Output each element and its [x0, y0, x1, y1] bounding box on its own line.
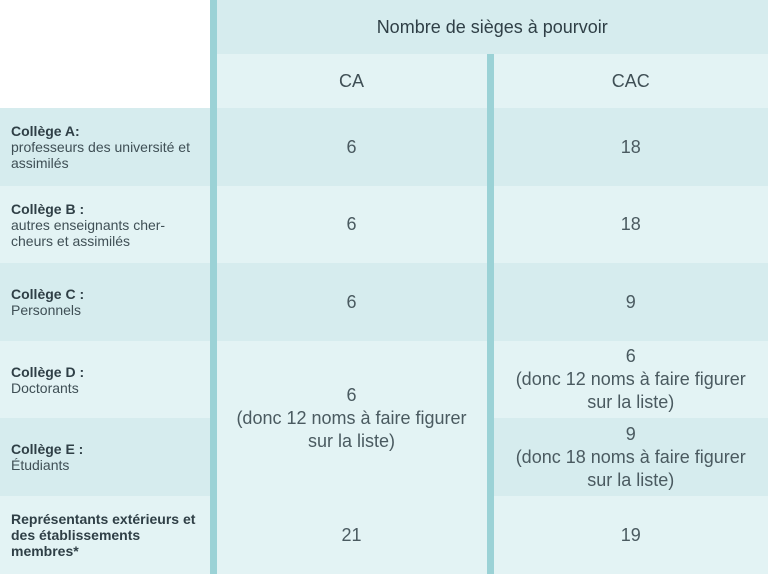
row-title: Collège D : [11, 363, 85, 380]
row-subtitle: autres enseignants cher-cheurs et assimilés [11, 216, 166, 249]
cac-value: 18 [490, 108, 768, 186]
row-subtitle: professeurs des université et assimilés [11, 139, 190, 171]
header-cac: CAC [490, 54, 768, 108]
cac-value [490, 341, 768, 418]
table-row [0, 263, 768, 341]
row-subtitle: Doctorants [11, 379, 79, 396]
cac-count: 9 [625, 423, 636, 444]
cac-note: (donc 12 noms à faire figurer sur la liste) [515, 369, 746, 412]
row-subtitle: Personnels [11, 302, 82, 318]
row-label [0, 496, 213, 574]
cac-value: 19 [490, 496, 768, 574]
cac-note: (donc 18 noms à faire figurer sur la liste) [515, 446, 746, 490]
cac-value: 9 [490, 263, 768, 341]
row-label [0, 186, 213, 263]
ca-merged-count: 6 [346, 385, 357, 405]
header-ca: CA [213, 54, 490, 108]
cac-value: 18 [490, 186, 768, 263]
ca-value: 6 [213, 108, 490, 186]
ca-merged-note: (donc 12 noms à faire figurer sur la liste) [236, 408, 467, 451]
ca-value: 6 [213, 263, 490, 341]
row-title: Collège A: [11, 123, 80, 139]
table-row [0, 186, 768, 263]
header-blank-cell [0, 0, 213, 108]
row-label [0, 108, 213, 186]
row-label [0, 341, 213, 418]
row-subtitle: Étudiants [11, 457, 70, 473]
row-title: Collège B : [11, 200, 85, 217]
table-row [0, 496, 768, 574]
header-title: Nombre de sièges à pourvoir [213, 0, 768, 54]
table-row [0, 108, 768, 186]
row-title: Collège E : [11, 441, 84, 457]
row-title: Collège C : [11, 286, 85, 302]
cac-value [490, 418, 768, 496]
row-title: Représentants extérieurs et des établissements membres* [11, 511, 196, 559]
ca-merged-value [213, 341, 490, 496]
ca-value: 6 [213, 186, 490, 263]
ca-value: 21 [213, 496, 490, 574]
table-row [0, 341, 768, 418]
row-label [0, 418, 213, 496]
cac-count: 6 [625, 346, 636, 366]
row-label [0, 263, 213, 341]
